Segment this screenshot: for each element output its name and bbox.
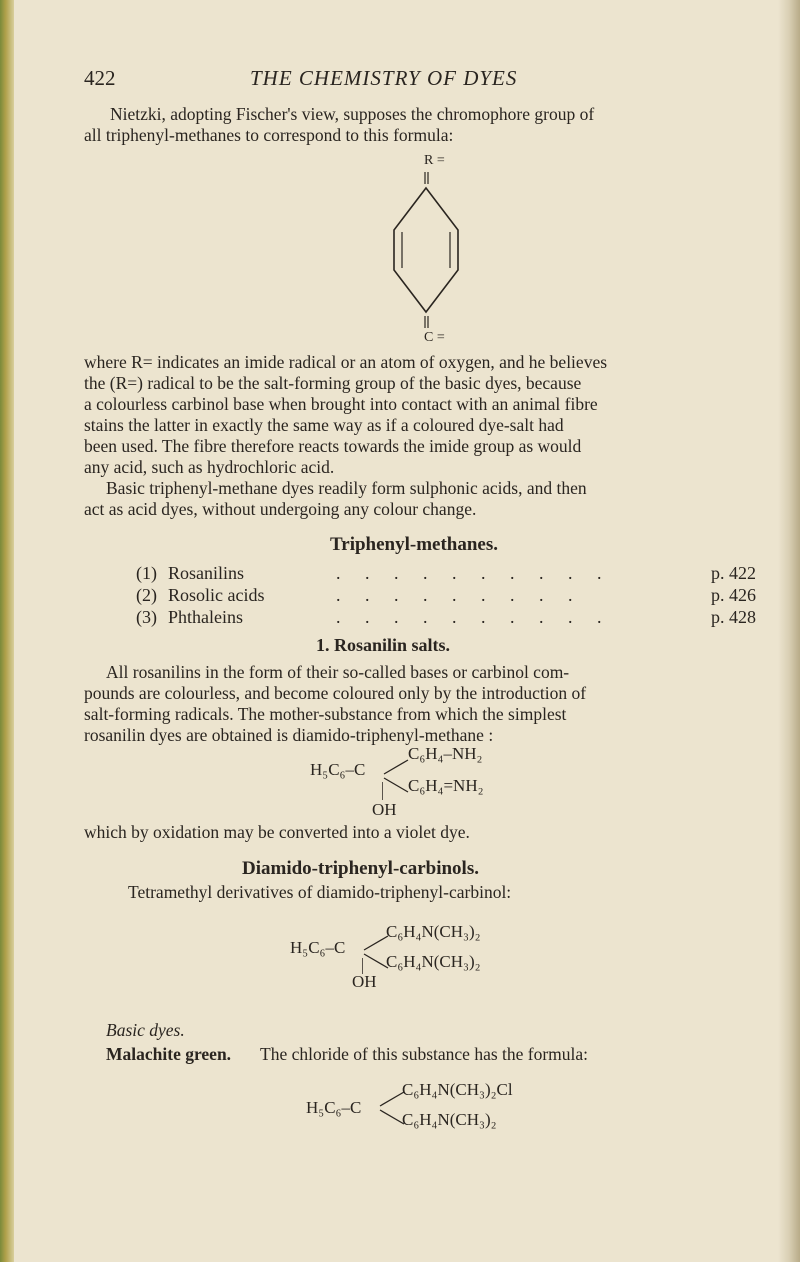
page-number: 422 <box>84 66 116 90</box>
toc-page: p. 428 <box>711 607 756 627</box>
toc-row <box>136 563 756 585</box>
quinoid-ring-diagram <box>380 170 470 330</box>
rosanilin-line-3: salt-forming radicals. The mother-substance from which the simplest <box>84 704 567 724</box>
toc-title: Rosolic acids <box>168 585 265 605</box>
formula-lower-branch: C₆H₄N(CH₃)₂ <box>402 1110 497 1129</box>
explanation-line-3: a colourless carbinol base when brought into contact with an animal fibre <box>84 394 598 414</box>
formula-lower-branch: C₆H₄=NH₂ <box>408 776 484 795</box>
explanation-line-4: stains the latter in exactly the same way as if a coloured dye-salt had <box>84 415 564 435</box>
explanation-line-5: been used. The fibre therefore reacts towards the imide group as would <box>84 436 582 456</box>
formula-upper-branch: C₆H₄N(CH₃)₂Cl <box>402 1080 513 1099</box>
rosanilin-line-4: rosanilin dyes are obtained is diamido-triphenyl-methane : <box>84 725 494 745</box>
tetramethyl-line: Tetramethyl derivatives of diamido-triphenyl-carbinol: <box>128 882 512 902</box>
ring-top-label: R = <box>424 153 445 168</box>
running-head: THE CHEMISTRY OF DYES <box>250 66 518 90</box>
formula-left-group: H₅C₆–C <box>290 938 346 957</box>
formula-upper-branch: C₆H₄N(CH₃)₂ <box>386 922 481 941</box>
explanation-line-7: Basic triphenyl-methane dyes readily form sulphonic acids, and then <box>106 478 587 498</box>
explanation-line-2: the (R=) radical to be the salt-forming group of the basic dyes, because <box>84 373 582 393</box>
basic-dyes-label: Basic dyes. <box>106 1020 185 1040</box>
oxidation-line: which by oxidation may be converted into a violet dye. <box>84 822 470 842</box>
explanation-line-8: act as acid dyes, without undergoing any colour change. <box>84 499 477 519</box>
toc-number: (1) <box>136 563 157 583</box>
toc-number: (2) <box>136 585 157 605</box>
toc-row <box>136 585 756 607</box>
malachite-description: The chloride of this substance has the formula: <box>260 1044 589 1064</box>
rosanilin-line-2: pounds are colourless, and become coloured only by the introduction of <box>84 683 587 703</box>
toc-page: p. 426 <box>711 585 756 605</box>
intro-line-1: Nietzki, adopting Fischer's view, supposes the chromophore group of <box>110 104 595 124</box>
toc-title: Phthaleins <box>168 607 243 627</box>
toc-number: (3) <box>136 607 157 627</box>
page-edge-shadow <box>778 0 800 1262</box>
heading-diamido-triphenyl-carbinols: Diamido-triphenyl-carbinols. <box>242 858 479 879</box>
explanation-line-1: where R= indicates an imide radical or an atom of oxygen, and he believes <box>84 352 608 372</box>
toc-row <box>136 607 756 629</box>
rosanilin-line-1: All rosanilins in the form of their so-called bases or carbinol com- <box>106 662 570 682</box>
toc-leader: . . . . . . . . . <box>336 585 583 605</box>
explanation-line-6: any acid, such as hydrochloric acid. <box>84 457 335 477</box>
formula-left-group: H₅C₆–C <box>306 1098 362 1117</box>
formula-lower-branch: C₆H₄N(CH₃)₂ <box>386 952 481 971</box>
malachite-green-label: Malachite green. <box>106 1044 232 1064</box>
formula-hydroxyl: OH <box>372 800 397 819</box>
intro-line-2: all triphenyl-methanes to correspond to this formula: <box>84 125 454 145</box>
formula-hydroxyl: OH <box>352 972 377 991</box>
heading-triphenyl-methanes: Triphenyl-methanes. <box>330 534 499 555</box>
formula-left-group: H₅C₆–C <box>310 760 366 779</box>
toc-page: p. 422 <box>711 563 756 583</box>
heading-rosanilin-salts: 1. Rosanilin salts. <box>316 635 451 655</box>
formula-upper-branch: C₆H₄–NH₂ <box>408 744 483 763</box>
toc-title: Rosanilins <box>168 563 245 583</box>
book-binding-edge <box>0 0 14 1262</box>
toc-leader: . . . . . . . . . . <box>336 607 612 627</box>
toc-leader: . . . . . . . . . . <box>336 563 612 583</box>
ring-bottom-label: C = <box>424 330 445 345</box>
